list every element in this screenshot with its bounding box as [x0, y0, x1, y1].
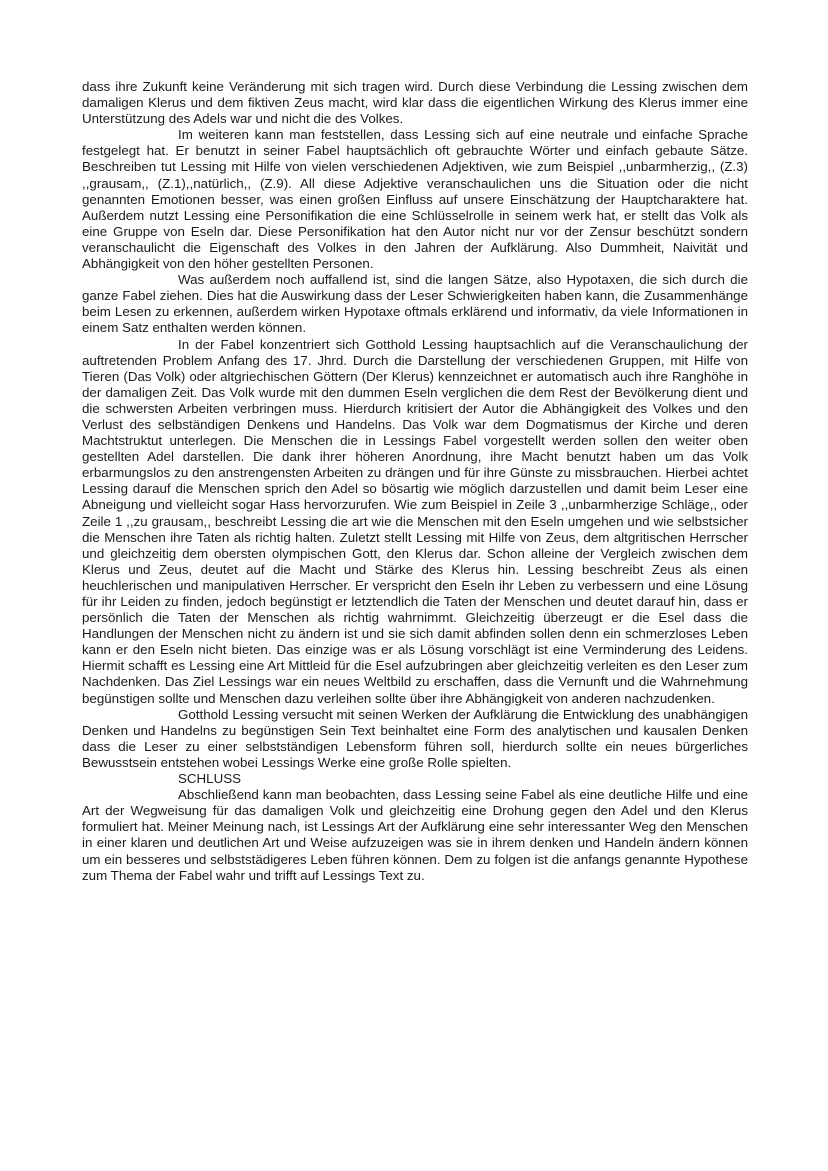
essay-body: [82, 79, 748, 884]
paragraph-enlightenment: Gotthold Lessing versucht mit seinen Werken der Aufklärung die Entwicklung des unabhängigen Denken und Handelns zu begünstigen Sein Text beinhaltet eine Form des analytischen und kausalen Denken dass die Leser zu einer selbstständigen Lebensform führen soll, hierdurch sollte ein neues bürgerliches Bewusstsein entstehen wobei Lessings Werke eine große Rolle spielten.: [82, 706, 748, 770]
paragraph-interpretation: In der Fabel konzentriert sich Gotthold Lessing hauptsachlich auf die Veranschaulichung der auftretenden Problem Anfang des 17. Jhrd. Durch die Darstellung der verschiedenen Gruppen, mit Hilfe von Tieren (Das Volk) oder altgriechischen Göttern (Der Klerus) kennzeichnet er automatisch auch ihre Ranghöhe in der damaligen Zeit. Das Volk wurde mit den dummen Eseln verglichen die dem Rest der Bevölkerung dient und die schwersten Arbeiten verbringen muss. Hierdurch kritisiert der Autor die Abhängigkeit des Volkes und den Verlust des selbständigen Denkens und Handelns. Das Volk war dem Dogmatismus der Kirche und deren Machtstruktut unterlegen. Die Menschen die in Lessings Fabel vorgestellt werden sollen den weiter oben gestellten Adel darstellen. Die dank ihrer höheren Anordnung, ihre Macht benutzt haben um das Volk erbarmungslos zu den anstrengensten Arbeiten zu drängen und für ihre Günste zu missbrauchen. Hierbei achtet Lessing darauf die Menschen sprich den Adel so bösartig wie möglich darzustellen und damit beim Leser eine Abneigung und vielleicht sogar Hass hervorzurufen. Wie zum Beispiel in Zeile 3 ,,unbarmherzige Schläge,, oder Zeile 1 ,,zu grausam,, beschreibt Lessing die art wie die Menschen mit den Eseln umgehen und wie selbstsicher die Menschen ihre Taten als richtig halten. Zuletzt stellt Lessing mit Hilfe von Zeus, dem altgritischen Herrscher und gleichzeitig dem obersten olympischen Gott, den Klerus dar. Schon alleine der Vergleich zwischen dem Klerus und Zeus, deutet auf die Macht und Stärke des Klerus hin. Lessing beschreibt Zeus als einen heuchlerischen und manipulativen Herrscher. Er verspricht den Eseln ihr Leben zu verbessern und eine Lösung für ihr Leiden zu finden, jedoch begünstigt er letztendlich die Taten der Menschen und deutet darauf hin, dass er persönlich die Taten der Menschen als richtig wahrnimmt. Gleichzeitig überzeugt er die Esel dass die Handlungen der Menschen nicht zu ändern ist und sie sich damit abfinden sollen denn ein schmerzloses Leben kann er den Eseln nicht bieten. Das einzige was er als Lösung vorschlägt ist eine Verminderung des Leidens. Hiermit schafft es Lessing eine Art Mittleid für die Esel aufzubringen aber gleichzeitig verleiten es den Leser zum Nachdenken. Das Ziel Lessings war ein neues Weltbild zu erschaffen, dass die Vernunft und die Wahrnehmung begünstigen sollte und Menschen dazu verleihen sollte über ihre Abhängigkeit von anderen nachzudenken.: [82, 336, 748, 706]
paragraph-conclusion: Abschließend kann man beobachten, dass Lessing seine Fabel als eine deutliche Hilfe und eine Art der Wegweisung für das damaligen Volk und gleichzeitig eine Drohung gegen den Adel und den Klerus formuliert hat. Meiner Meinung nach, ist Lessings Art der Aufklärung eine sehr interessanter Weg den Menschen in einer klaren und deutlichen Art und Weise aufzuzeigen was sie in ihrem denken und Handeln ändern können um ein besseres und selbststädigeres Leben führen können. Dem zu folgen ist die anfangs genannte Hypothese zum Thema der Fabel wahr und trifft auf Lessings Text zu.: [82, 787, 748, 883]
paragraph-language-analysis: Im weiteren kann man feststellen, dass Lessing sich auf eine neutrale und einfache Sprache festgelegt hat. Er benutzt in seiner Fabel hauptsächlich oft gebrauchte Wörter und einfach gebaute Sätze. Beschreiben tut Lessing mit Hilfe von vielen verschiedenen Adjektiven, wie zum Beispiel ,,unbarmherzig,, (Z.3) ,,grausam,, (Z.1),,natürlich,, (Z.9). All diese Adjektive veranschaulichen uns die Situation oder die nicht genannten Emotionen besser, was einen großen Einfluss auf unsere Einschätzung der Hauptcharaktere hat. Außerdem nutzt Lessing eine Personifikation die eine Schlüsselrolle in seinem werk hat, er stellt das Volk als eine Gruppe von Eseln dar. Diese Personifikation hat den Autor nicht nur vor der Zensur beschützt sondern veranschaulicht die Eigenschaft des Volkes in den Jahren der Aufklärung. Also Dummheit, Naivität und Abhängigkeit von den höher gestellten Personen.: [82, 127, 748, 272]
paragraph-hypotaxis: Was außerdem noch auffallend ist, sind die langen Sätze, also Hypotaxen, die sich durch die ganze Fabel ziehen. Dies hat die Auswirkung dass der Leser Schwierigkeiten haben kann, die Zusammenhänge beim Lesen zu erkennen, außerdem wirken Hypotaxe oftmals erklärend und informativ, da viele Informationen in einem Satz enthalten werden können.: [82, 272, 748, 336]
paragraph-continuation: dass ihre Zukunft keine Veränderung mit sich tragen wird. Durch diese Verbindung die Lessing zwischen dem damaligen Klerus und dem fiktiven Zeus macht, wird klar dass die eigentlichen Wirkung des Klerus immer eine Unterstützung des Adels war und nicht die des Volkes.: [82, 79, 748, 127]
section-heading-schluss: SCHLUSS: [178, 771, 242, 787]
